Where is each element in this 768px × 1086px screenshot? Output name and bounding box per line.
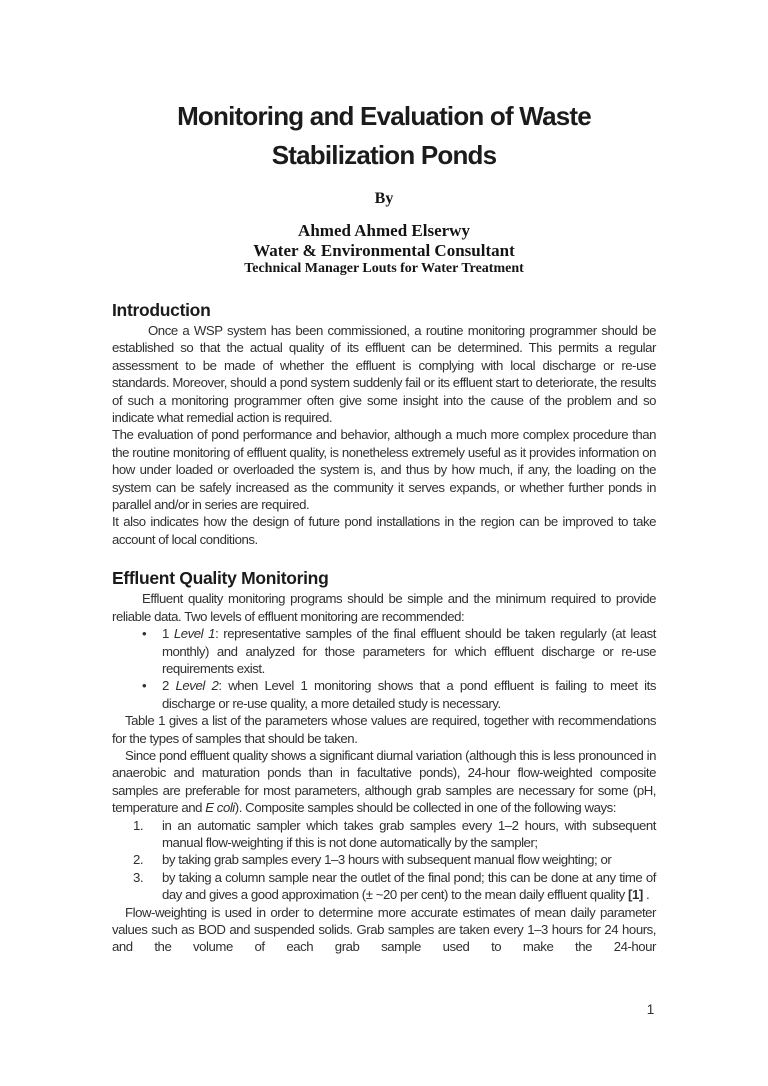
introduction-heading: Introduction — [112, 300, 211, 320]
bullet-1-level-label: Level 1 — [173, 626, 216, 642]
numbered-item-3-text — [162, 869, 656, 904]
bullet-1-rest: : representative samples of the final effluent should be taken regularly (at least monthly) and analyzed for those parameters for which effluent discharge or re-use requirements exist. — [162, 626, 657, 676]
list-item — [112, 677, 656, 712]
list-item — [112, 851, 656, 868]
composite-sample-numbered-list — [112, 817, 656, 904]
numbered-item-1-text — [162, 817, 656, 852]
table-1-paragraph: Table 1 gives a list of the parameters whose values are required, together with recommendations for the types of samples that should be taken. — [112, 713, 656, 746]
page-number: 1 — [646, 1002, 654, 1017]
byline: By — [374, 190, 394, 207]
bullet-level-1-text — [162, 625, 656, 677]
citation-1-reference: [1] — [628, 887, 643, 903]
list-item — [112, 625, 656, 677]
author-organization: Technical Manager Louts for Water Treatment — [244, 261, 524, 276]
list-item — [112, 817, 656, 852]
document-title — [112, 97, 656, 175]
numbered-item-2-text — [162, 851, 656, 868]
effluent-intro-paragraph: Effluent quality monitoring programs should be simple and the minimum required to provide reliable data. Two levels of effluent monitoring are recommended: — [112, 591, 656, 624]
document-title-line-2: Stabilization Ponds — [271, 140, 497, 170]
list-item — [112, 869, 656, 904]
diurnal-variation-paragraph — [112, 747, 656, 817]
level-bullet-list — [112, 625, 656, 712]
diurnal-post: ). Composite samples should be collected in one of the following ways: — [234, 800, 616, 816]
numbered-3-pre: by taking a column sample near the outlet of the final pond; this can be done at any time of day and gives a good approximation (± ~20 per cent) to the mean daily effluent quality — [162, 869, 656, 903]
diurnal-pre: Since pond effluent quality shows a significant diurnal variation (although this is less pronounced in anaerobic and maturation ponds than in facultative ponds), 24-hour flow-weighted composite samples are preferable for most parameters, although grab samples are necessary for some (pH, temperature and — [112, 747, 656, 816]
bullet-2-level-label: Level 2 — [175, 678, 219, 694]
numbered-1-pre: in an automatic sampler which takes grab samples every 1–2 hours, with subsequent manual flow-weighting if this is not done automatically by the sampler; — [162, 817, 656, 850]
author-name: Ahmed Ahmed Elserwy — [298, 221, 470, 240]
bullet-icon: • — [142, 626, 147, 642]
intro-paragraph-2: The evaluation of pond performance and behavior, although a much more complex procedure than the routine monitoring of effluent quality, is nonetheless extremely useful as it provides information on how under loaded or overloaded the system is, and thus by how much, if any, the loading on the system can be safely increased as the community it serves expands, or whether further ponds in parallel and/or in series are required. — [112, 427, 656, 513]
numbered-2-pre: by taking grab samples every 1–3 hours with subsequent manual flow weighting; or — [162, 852, 612, 868]
bullet-2-num: 2 — [162, 678, 176, 694]
bullet-2-rest: : when Level 1 monitoring shows that a pond effluent is failing to meet its discharge or re-use quality, a more detailed study is necessary. — [162, 678, 657, 711]
list-number-3: 3. — [133, 869, 144, 885]
document-title-line-1: Monitoring and Evaluation of Waste — [177, 101, 591, 131]
bullet-1-num: 1 — [162, 626, 174, 642]
author-role: Water & Environmental Consultant — [253, 241, 515, 260]
effluent-monitoring-heading: Effluent Quality Monitoring — [112, 568, 329, 589]
numbered-3-post: . — [642, 887, 650, 903]
bullet-icon: • — [142, 678, 147, 694]
flow-weighting-paragraph: Flow-weighting is used in order to determine more accurate estimates of mean daily parameter values such as BOD and suspended solids. Grab samples are taken every 1–3 hours for 24 hours, and the volume of each grab sample used to make the 24-hour — [112, 904, 656, 955]
e-coli-italic: E coli — [205, 800, 235, 816]
author-block — [112, 221, 656, 277]
intro-paragraph-1: Once a WSP system has been commissioned, a routine monitoring programmer should be established so that the actual quality of its effluent can be determined. This permits a regular assessment to be made of whether the effluent is complying with local discharge or re-use standards. Moreover, should a pond system suddenly fail or its effluent start to deteriorate, the results of such a monitoring programmer often give some insight into the cause of the problem and so indicate what remedial action is required. — [112, 323, 656, 426]
list-number-1: 1. — [133, 817, 144, 833]
list-number-2: 2. — [133, 852, 144, 868]
intro-paragraph-3: It also indicates how the design of future pond installations in the region can be improved to take account of local conditions. — [112, 514, 656, 547]
bullet-level-2-text — [162, 677, 656, 712]
